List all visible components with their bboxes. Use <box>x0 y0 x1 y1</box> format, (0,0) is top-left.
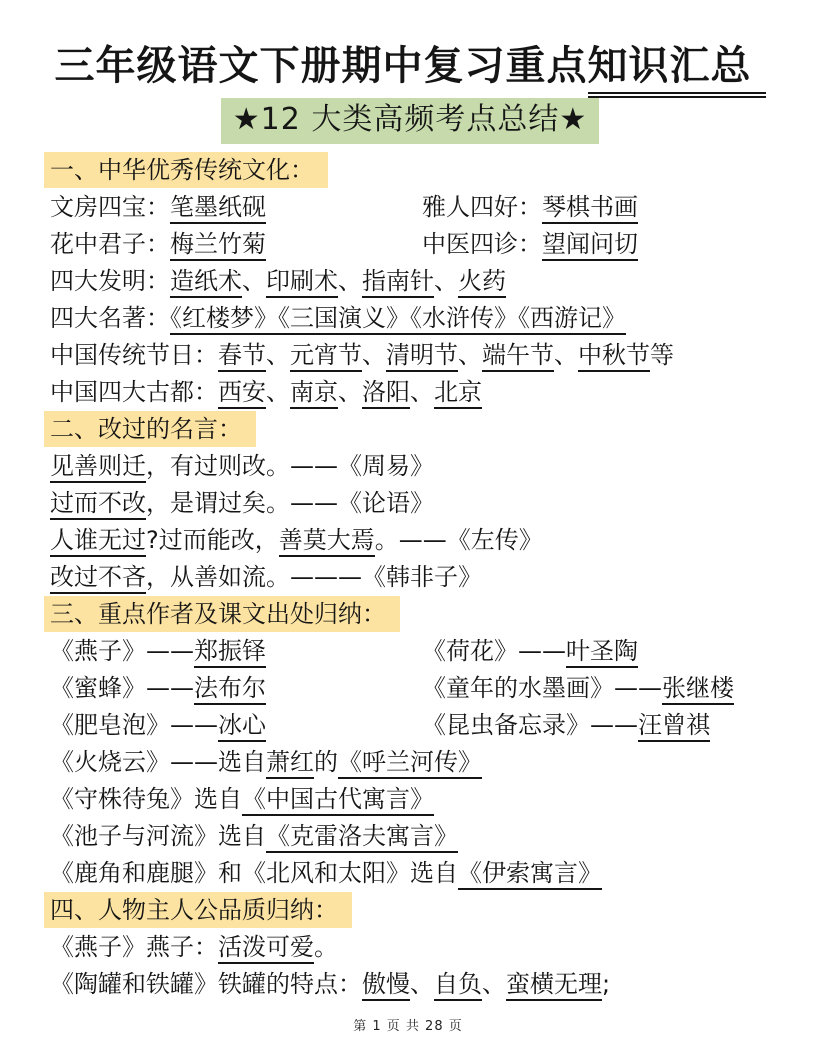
underlined-term: 春节 <box>218 341 266 372</box>
section-heading-row <box>50 152 770 189</box>
underlined-term: 造纸术 <box>170 267 242 298</box>
text-line <box>50 485 770 522</box>
text-run: 、 <box>458 341 482 369</box>
text-line <box>50 300 770 337</box>
underlined-term: 活泼可爱 <box>218 933 314 964</box>
underlined-term: 清明节 <box>386 341 458 372</box>
text-line <box>50 707 770 744</box>
text-run: ，有过则改。——《周易》 <box>146 452 434 480</box>
underlined-term: 端午节 <box>482 341 554 372</box>
text-line <box>50 855 770 892</box>
underlined-term: 洛阳 <box>362 378 410 409</box>
text-run: 四大名著： <box>50 304 170 332</box>
text-run: 花中君子： <box>50 230 170 258</box>
underlined-term: 善莫大焉 <box>279 526 375 557</box>
text-line <box>50 189 770 226</box>
line-left-column <box>50 633 422 670</box>
document-body <box>50 152 770 1003</box>
underlined-term: 望闻问切 <box>542 230 638 261</box>
underlined-term: 指南针 <box>362 267 434 298</box>
page-subtitle: ★12 大类高频考点总结★ <box>221 98 600 144</box>
underlined-term: 张继楼 <box>662 674 734 705</box>
text-line <box>50 818 770 855</box>
section-heading-row <box>50 411 770 448</box>
underlined-term: 《呼兰河传》 <box>338 748 482 779</box>
line-right-column <box>422 707 770 744</box>
text-run: 《火烧云》——选自 <box>50 748 266 776</box>
underlined-term: 火药 <box>458 267 506 298</box>
text-run: 、 <box>338 267 362 295</box>
subtitle-row <box>50 98 770 144</box>
page-title <box>50 40 770 92</box>
text-line <box>50 670 770 707</box>
text-line <box>50 929 770 966</box>
text-run: 等 <box>650 341 674 369</box>
underlined-term: 萧红 <box>266 748 314 779</box>
text-line <box>50 744 770 781</box>
text-run: ，是谓过矣。——《论语》 <box>146 489 434 517</box>
underlined-term: 印刷术 <box>266 267 338 298</box>
underlined-term: 法布尔 <box>194 674 266 705</box>
text-line <box>50 337 770 374</box>
underlined-term: 南京 <box>290 378 338 409</box>
line-right-column <box>422 226 770 263</box>
text-run: 《燕子》—— <box>50 637 194 665</box>
section-heading: 三、重点作者及课文出处归纳： <box>44 596 400 632</box>
title-main: 三年级语文下册期中复习重点 <box>54 43 588 89</box>
line-left-column <box>50 707 422 744</box>
underlined-term: 人谁无过 <box>50 526 146 557</box>
underlined-term: 西安 <box>218 378 266 409</box>
line-left-column <box>50 189 422 226</box>
text-run: 《陶罐和铁罐》铁罐的特点： <box>50 970 362 998</box>
text-run: ; <box>602 970 611 998</box>
underlined-term: 见善则迁 <box>50 452 146 483</box>
underlined-term: 自负 <box>434 970 482 1001</box>
text-run: 、 <box>434 267 458 295</box>
underlined-term: 《中国古代寓言》 <box>242 785 434 816</box>
underlined-term: 《克雷洛夫寓言》 <box>266 822 458 853</box>
text-run: 《蜜蜂》—— <box>50 674 194 702</box>
text-line <box>50 522 770 559</box>
underlined-term: 琴棋书画 <box>542 193 638 224</box>
underlined-term: 冰心 <box>218 711 266 742</box>
text-line <box>50 226 770 263</box>
text-line <box>50 263 770 300</box>
underlined-term: 改过不吝 <box>50 563 146 594</box>
text-run: 雅人四好： <box>422 193 542 221</box>
line-right-column <box>422 633 770 670</box>
underlined-term: 过而不改 <box>50 489 146 520</box>
underlined-term: 元宵节 <box>290 341 362 372</box>
text-run: 中国四大古都： <box>50 378 218 406</box>
text-run: 、 <box>482 970 506 998</box>
text-run: 《肥皂泡》—— <box>50 711 218 739</box>
text-run: 文房四宝： <box>50 193 170 221</box>
text-line <box>50 374 770 411</box>
text-run: 《荷花》—— <box>422 637 566 665</box>
text-run: 《鹿角和鹿腿》和《北风和太阳》选自 <box>50 859 458 887</box>
section-heading: 一、中华优秀传统文化： <box>44 152 328 188</box>
section-heading: 二、改过的名言： <box>44 411 256 447</box>
text-run: 。——《左传》 <box>374 526 543 554</box>
section-heading-row <box>50 892 770 929</box>
text-run: 中医四诊： <box>422 230 542 258</box>
underlined-term: 叶圣陶 <box>566 637 638 668</box>
text-run: 、 <box>410 378 434 406</box>
text-run: 《燕子》燕子： <box>50 933 218 961</box>
text-run: 的 <box>314 748 338 776</box>
text-line <box>50 781 770 818</box>
underlined-term: 傲慢 <box>362 970 410 1001</box>
section-heading: 四、人物主人公品质归纳： <box>44 892 352 928</box>
text-run: 、 <box>410 970 434 998</box>
underlined-term: 北京 <box>434 378 482 409</box>
underlined-term: 中秋节 <box>578 341 650 372</box>
text-run: 、 <box>554 341 578 369</box>
underlined-term: 梅兰竹菊 <box>170 230 266 261</box>
text-run: ，从善如流。———《韩非子》 <box>146 563 482 591</box>
page-footer: 第 1 页 共 28 页 <box>353 1019 463 1034</box>
text-run: 《池子与河流》选自 <box>50 822 266 850</box>
text-run: 四大发明： <box>50 267 170 295</box>
text-run: 中国传统节日： <box>50 341 218 369</box>
text-run: ?过而能改， <box>146 526 279 554</box>
line-left-column <box>50 226 422 263</box>
text-run: 《守株待兔》选自 <box>50 785 242 813</box>
underlined-term: 汪曾祺 <box>638 711 710 742</box>
text-line <box>50 559 770 596</box>
text-line <box>50 966 770 1003</box>
line-right-column <box>422 670 770 707</box>
text-line <box>50 633 770 670</box>
text-run: 、 <box>362 341 386 369</box>
underlined-term: 蛮横无理 <box>506 970 602 1001</box>
underlined-term: 郑振铎 <box>194 637 266 668</box>
text-run: 、 <box>338 378 362 406</box>
text-run: 、 <box>266 341 290 369</box>
text-run: 、 <box>242 267 266 295</box>
line-left-column <box>50 670 422 707</box>
text-run: 、 <box>266 378 290 406</box>
underlined-term: 《红楼梦》《三国演义》《水浒传》《西游记》 <box>170 304 626 335</box>
text-line <box>50 448 770 485</box>
text-run: 《童年的水墨画》—— <box>422 674 662 702</box>
underlined-term: 《伊索寓言》 <box>458 859 602 890</box>
title-tail-double-underline: 知识汇总 <box>588 43 766 98</box>
line-right-column <box>422 189 770 226</box>
text-run: 。 <box>314 933 338 961</box>
underlined-term: 笔墨纸砚 <box>170 193 266 224</box>
section-heading-row <box>50 596 770 633</box>
text-run: 《昆虫备忘录》—— <box>422 711 638 739</box>
